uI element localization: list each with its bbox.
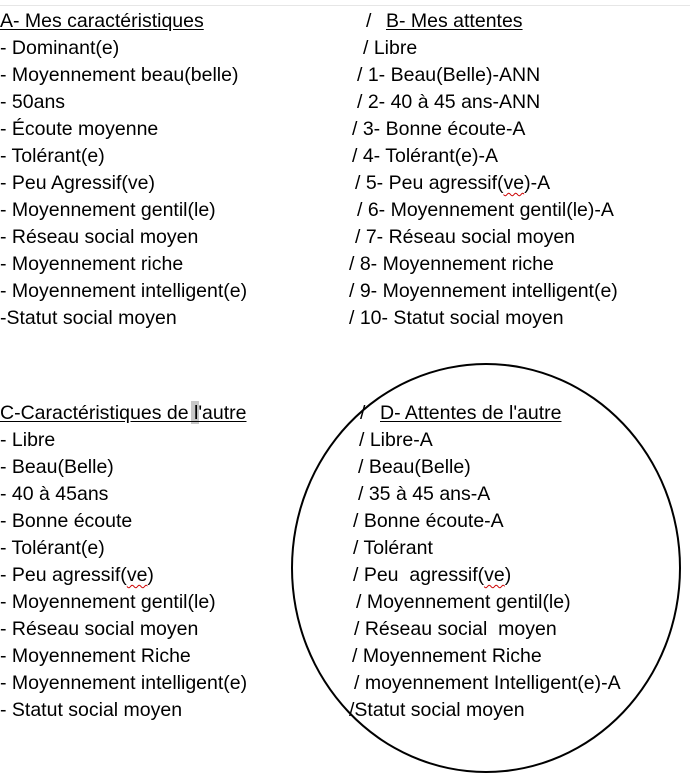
section-c-item[interactable]: - 40 à 45ans (0, 483, 109, 505)
section-c-item[interactable]: - Tolérant(e) (0, 537, 105, 559)
section-d-item[interactable]: / Peu agressif(ve) (353, 564, 512, 586)
heading-separator[interactable]: / (360, 402, 377, 424)
section-a-item[interactable]: - Tolérant(e) (0, 145, 105, 167)
section-d-item[interactable]: / 35 à 45 ans-A (358, 483, 491, 505)
section-d-item[interactable]: / Beau(Belle) (358, 456, 471, 478)
section-a-item[interactable]: - Moyennement gentil(le) (0, 199, 216, 221)
section-c-item[interactable]: - Statut social moyen (0, 699, 183, 721)
section-d-item[interactable]: / moyennement Intelligent(e)-A (354, 672, 621, 694)
section-b-item[interactable]: / 8- Moyennement riche (349, 253, 554, 275)
section-d-item[interactable]: / Tolérant (353, 537, 433, 559)
heading-separator[interactable]: / (366, 10, 383, 32)
section-b-item[interactable]: / 7- Réseau social moyen (355, 226, 576, 248)
section-b-item[interactable]: / 9- Moyennement intelligent(e) (349, 280, 618, 302)
section-c-item[interactable]: - Réseau social moyen (0, 618, 199, 640)
section-c-item[interactable]: - Libre (0, 429, 56, 451)
section-c-item[interactable]: - Peu agressif(ve) (0, 564, 154, 586)
section-b-item[interactable]: / Libre (363, 37, 418, 59)
section-b-item[interactable]: / 5- Peu agressif(ve)-A (355, 172, 551, 194)
section-d-item[interactable]: / Moyennement Riche (352, 645, 542, 667)
section-b-heading[interactable]: B- Mes attentes (386, 10, 523, 32)
section-a-item[interactable]: -Statut social moyen (0, 307, 177, 329)
section-d-item[interactable]: / Moyennement gentil(le) (356, 591, 571, 613)
section-c-heading[interactable]: C-Caractéristiques de l'autre (0, 402, 247, 424)
section-b-item[interactable]: / 6- Moyennement gentil(le)-A (357, 199, 614, 221)
section-d-item[interactable]: / Réseau social moyen (354, 618, 557, 640)
section-d-item[interactable]: /Statut social moyen (349, 699, 525, 721)
section-b-item[interactable]: / 4- Tolérant(e)-A (352, 145, 498, 167)
spellcheck-mark: ve (503, 172, 525, 194)
section-b-item[interactable]: / 10- Statut social moyen (349, 307, 564, 329)
section-a-item[interactable]: - Moyennement riche (0, 253, 184, 275)
section-d-item[interactable]: / Bonne écoute-A (353, 510, 504, 532)
section-c-item[interactable]: - Moyennement Riche (0, 645, 191, 667)
section-a-item[interactable]: - 50ans (0, 91, 66, 113)
spellcheck-mark: ve (484, 564, 505, 586)
section-b-item[interactable]: / 1- Beau(Belle)-ANN (357, 64, 541, 86)
section-c-item[interactable]: - Moyennement intelligent(e) (0, 672, 248, 694)
page-top-border (0, 5, 690, 6)
section-b-item[interactable]: / 3- Bonne écoute-A (352, 118, 526, 140)
section-c-item[interactable]: - Moyennement gentil(le) (0, 591, 216, 613)
spellcheck-mark: ve (126, 564, 148, 586)
section-a-item[interactable]: - Moyennement intelligent(e) (0, 280, 248, 302)
section-d-heading[interactable]: D- Attentes de l'autre (380, 402, 562, 424)
section-a-item[interactable]: - Écoute moyenne (0, 118, 159, 140)
section-a-item[interactable]: - Peu Agressif(ve) (0, 172, 155, 194)
section-a-item[interactable]: - Moyennement beau(belle) (0, 64, 239, 86)
section-b-item[interactable]: / 2- 40 à 45 ans-ANN (357, 91, 541, 113)
section-c-item[interactable]: - Beau(Belle) (0, 456, 114, 478)
section-a-heading[interactable]: A- Mes caractéristiques (0, 10, 204, 32)
section-c-item[interactable]: - Bonne écoute (0, 510, 133, 532)
section-a-item[interactable]: - Réseau social moyen (0, 226, 199, 248)
section-d-item[interactable]: / Libre-A (359, 429, 433, 451)
section-a-item[interactable]: - Dominant(e) (0, 37, 120, 59)
